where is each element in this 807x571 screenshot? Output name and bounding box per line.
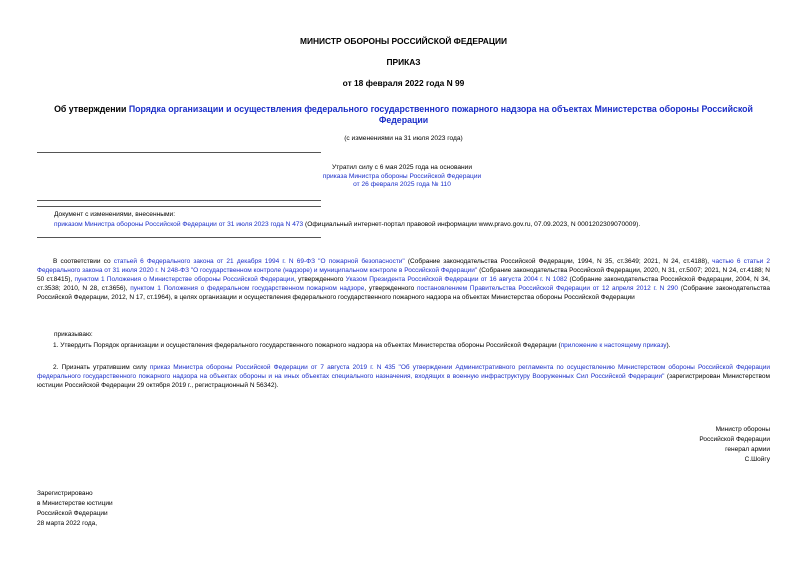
repealed-order-link[interactable]: приказ Министра обороны Российской Федерации от 7 августа 2019 г. N 435 "Об утверждении Административного регламента по осуществлению Министерством обороны Российской Федерации федерального государственного пожарного надзора на объектах обороны и на иных объектах специального назначения, входящих в военную инфраструктуру Вооруженных Сил Российской Федерации" bbox=[37, 364, 770, 380]
registration-line: Зарегистрировано bbox=[37, 490, 93, 497]
preamble-text: (Собрание законодательства Российской Федерации, 2012, N 17, ст.1964), в целях организации и осуществления федерального государственного пожарного надзора на объектах Министерства обороны Российской Федерации bbox=[37, 284, 770, 301]
divider bbox=[37, 152, 321, 153]
registration-line: Российской Федерации bbox=[37, 510, 108, 517]
order-item-text: 1. Утвердить Порядок организации и осуществления федерального государственного пожарного надзора на объектах Министерства обороны Российской Федерации ( bbox=[53, 342, 561, 349]
registration-line: 28 марта 2022 года, bbox=[37, 520, 98, 527]
document-title bbox=[40, 104, 767, 126]
order-item-1 bbox=[37, 342, 770, 351]
appendix-link[interactable]: приложение к настоящему приказу bbox=[560, 342, 667, 349]
signature-line: Министр обороны bbox=[715, 426, 770, 433]
preamble-text: (Собрание законодательства Российской Федерации, 2004, N 34, ст.3538; 2010, N 28, ст.3656), bbox=[37, 275, 770, 292]
law-link[interactable]: пунктом 1 Положения о Министерстве обороны Российской Федерации bbox=[74, 275, 295, 283]
signature-block bbox=[699, 425, 770, 465]
changes-rest: (Официальный интернет-портал правовой информации www.pravo.gov.ru, 07.09.2023, N 0001202309070009). bbox=[303, 221, 641, 228]
amendments-note: (с изменениями на 31 июля 2023 года) bbox=[344, 135, 463, 142]
preamble-text: (Собрание законодательства Российской Федерации, 2020, N 31, ст.5007; 2021, N 24, ст.4188; N 50 ст.8415), bbox=[37, 266, 770, 283]
order-item-2 bbox=[37, 364, 770, 391]
law-link[interactable]: частью 6 статьи 2 Федерального закона от 31 июля 2020 г. N 248-ФЗ "О государственном контроле (надзоре) и муниципальном контроле в Российской Федерации" bbox=[37, 258, 770, 274]
title-link[interactable]: Порядка организации и осуществления федерального государственного пожарного надзора на объектах Министерства обороны Российской Федерации bbox=[128, 104, 753, 125]
ministry-heading: МИНИСТР ОБОРОНЫ РОССИЙСКОЙ ФЕДЕРАЦИИ bbox=[299, 36, 508, 46]
signature-name: С.Шойгу bbox=[744, 456, 770, 463]
lost-force-block bbox=[290, 164, 514, 190]
preamble-paragraph bbox=[37, 258, 770, 303]
law-link[interactable]: Указом Президента Российской Федерации от 16 августа 2004 г. N 1082 bbox=[345, 275, 568, 283]
divider bbox=[37, 237, 321, 238]
law-link[interactable]: пунктом 1 Положения о федеральном государственном пожарном надзоре bbox=[130, 284, 365, 292]
changes-label: Документ с изменениями, внесенными: bbox=[54, 211, 176, 218]
law-link[interactable]: постановлением Правительства Российской Федерации от 12 апреля 2012 г. N 290 bbox=[417, 284, 678, 292]
preamble-text: В соответствии со bbox=[53, 258, 114, 265]
signature-line: Российской Федерации bbox=[699, 436, 770, 443]
lost-force-link-1[interactable]: приказа Министра обороны Российской Федерации bbox=[322, 172, 482, 180]
order-item-text: 2. Признать утратившим силу bbox=[53, 364, 150, 371]
divider bbox=[37, 200, 321, 201]
changes-line bbox=[54, 221, 774, 230]
changes-link[interactable]: приказом Министра обороны Российской Федерации от 31 июля 2023 года N 473 bbox=[54, 221, 304, 228]
doc-type-heading: ПРИКАЗ bbox=[386, 57, 421, 67]
preamble-text: , утвержденного bbox=[364, 284, 417, 292]
law-link[interactable]: статьей 6 Федерального закона от 21 декабря 1994 г. N 69-ФЗ "О пожарной безопасности" bbox=[113, 258, 405, 265]
order-item-text: (зарегистрирован Министерством юстиции Российской Федерации 29 октября 2019 г., регистрационный N 56342). bbox=[37, 372, 770, 389]
preamble-text: , утвержденного bbox=[294, 275, 346, 283]
doc-date-number: от 18 февраля 2022 года N 99 bbox=[342, 78, 465, 88]
lost-force-link-2[interactable]: от 26 февраля 2025 года № 110 bbox=[353, 181, 451, 189]
order-item-text: ). bbox=[666, 342, 671, 349]
preamble-text: (Собрание законодательства Российской Федерации, 1994, N 35, ст.3649; 2021, N 24, ст.4188), bbox=[404, 258, 713, 265]
divider bbox=[37, 206, 321, 207]
registration-line: в Министерстве юстиции bbox=[37, 500, 113, 507]
registration-block bbox=[37, 489, 113, 529]
title-prefix: Об утверждении bbox=[54, 104, 129, 114]
order-word: приказываю: bbox=[54, 331, 93, 338]
signature-line: генерал армии bbox=[725, 446, 770, 453]
lost-force-text: Утратил силу с 6 мая 2025 года на основании bbox=[331, 164, 473, 171]
